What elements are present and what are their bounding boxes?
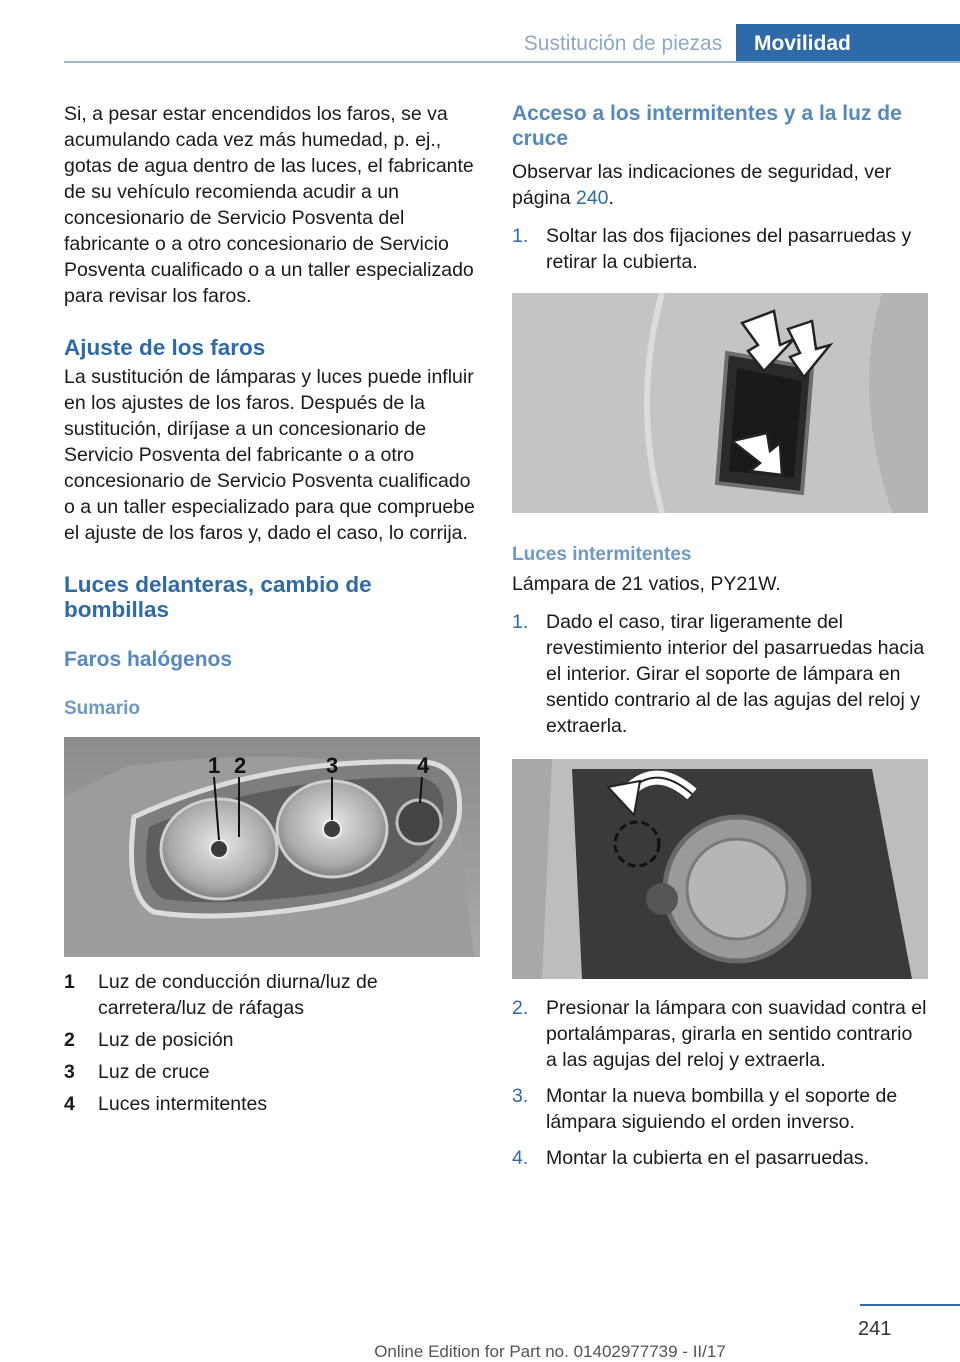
footer-rule — [860, 1304, 960, 1306]
legend-item — [64, 969, 480, 1021]
page-link[interactable]: 240 — [575, 187, 609, 209]
blinker-spec: Lámpara de 21 vatios, PY21W. — [512, 573, 781, 595]
step-item — [512, 1145, 928, 1171]
front-lights-heading: Luces delanteras, cambio de bombillas — [64, 572, 372, 622]
legend-number: 2 — [64, 1029, 75, 1051]
edition-footer: Online Edition for Part no. 01402977739 - II/17 — [374, 1342, 726, 1361]
figure-label-1: 1 — [208, 753, 221, 778]
legend-text: Luz de conducción diurna/luz de carretera/luz de ráfagas — [98, 971, 378, 1019]
step-text: Soltar las dos fijaciones del pasarruedas y retirar la cubierta. — [546, 225, 912, 273]
moisture-paragraph: Si, a pesar estar encendidos los faros, se va acumulando cada vez más humedad, p. ej., gotas de agua dentro de las luces, el fabricante de su vehículo recomienda acudir a un concesionario de Servicio Posventa del fabricante o a otro concesionario de Servicio Posventa cualificado o a un taller especializado para revisar los faros. — [64, 103, 474, 307]
halogen-heading: Faros halógenos — [64, 648, 233, 671]
legend-list — [64, 969, 480, 1117]
legend-item — [64, 1091, 480, 1117]
legend-number: 1 — [64, 971, 75, 993]
adjust-paragraph: La sustitución de lámparas y luces puede influir en los ajustes de los faros. Después de la sustitución, diríjase a un concesionario de Servicio Posventa del fabricante o a otro concesionario de Servicio Posventa cualificado o a un taller especializado para que compruebe el ajuste de los faros y, dado el caso, lo corrija. — [64, 366, 475, 544]
left-column — [64, 101, 480, 1117]
step-number: 1. — [512, 611, 529, 633]
step-item — [512, 1083, 928, 1135]
headlight-figure — [64, 737, 480, 957]
step-number: 2. — [512, 997, 529, 1019]
safety-paragraph: Observar las indicaciones de seguridad, ver página 240. — [512, 161, 892, 209]
step-text: Presionar la lámpara con suavidad contra el portalámparas, girarla en sentido contrario a las agujas del reloj y extraerla. — [546, 997, 927, 1071]
legend-text: Luz de cruce — [98, 1061, 210, 1083]
header-chapter-tab: Movilidad — [736, 24, 960, 63]
figure-label-3: 3 — [326, 753, 339, 778]
step-number: 4. — [512, 1147, 529, 1169]
legend-number: 3 — [64, 1061, 75, 1083]
step-item — [512, 995, 928, 1073]
summary-heading: Sumario — [64, 698, 141, 719]
step-text: Montar la nueva bombilla y el soporte de lámpara siguiendo el orden inverso. — [546, 1085, 898, 1133]
legend-number: 4 — [64, 1093, 75, 1115]
figure-label-2: 2 — [234, 753, 247, 778]
header-section-title: Sustitución de piezas — [523, 32, 723, 55]
adjust-heading: Ajuste de los faros — [64, 335, 266, 360]
legend-item — [64, 1059, 480, 1085]
wheel-arch-cover-figure — [512, 293, 928, 513]
steps-list — [512, 995, 928, 1171]
step-item — [512, 223, 928, 275]
legend-text: Luz de posición — [98, 1029, 234, 1051]
bulb-socket-figure — [512, 759, 928, 979]
step-number: 1. — [512, 225, 529, 247]
legend-text: Luces intermitentes — [98, 1093, 268, 1115]
step-number: 3. — [512, 1085, 529, 1107]
header-rule — [64, 61, 960, 63]
legend-item — [64, 1027, 480, 1053]
step-text: Dado el caso, tirar ligeramente del revestimiento interior del pasarruedas hacia el interior. Girar el soporte de lámpara en sentido contrario al de las agujas del reloj y extraerla. — [546, 611, 925, 737]
right-column — [512, 101, 928, 1171]
step-text: Montar la cubierta en el pasarruedas. — [546, 1147, 870, 1169]
access-heading: Acceso a los intermitentes y a la luz de cruce — [512, 102, 902, 150]
figure-label-4: 4 — [417, 753, 430, 778]
page-number: 241 — [858, 1318, 892, 1340]
step-item — [512, 609, 928, 739]
blinker-heading: Luces intermitentes — [512, 544, 692, 565]
